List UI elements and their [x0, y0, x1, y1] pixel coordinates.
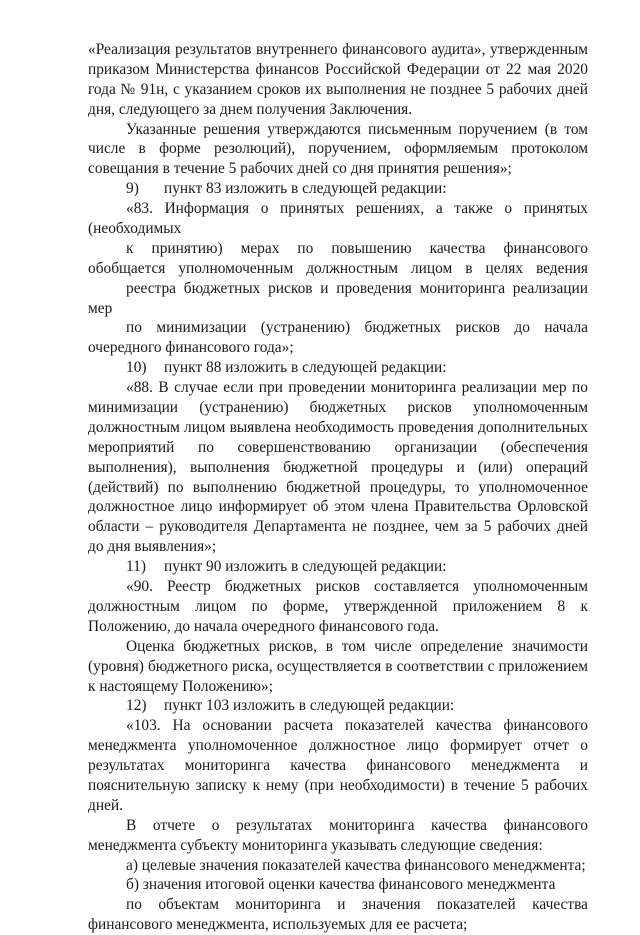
- text-line: числе в форме резолюций), поручением, оформляемым протоколом: [88, 140, 588, 158]
- list-item-line: [88, 557, 588, 577]
- text-line: б) значения итоговой оценки качества финансового менеджмента: [126, 876, 556, 894]
- text-line: финансового менеджмента, используемых для ее расчета;: [88, 916, 468, 934]
- text-line: Указанные решения утверждаются письменным поручением (в том: [126, 120, 588, 138]
- item-text: пункт 103 изложить в следующей редакции:: [164, 697, 455, 715]
- text-line: очередного финансового года»;: [88, 339, 294, 357]
- text-line: области – руководителя Департамента не позднее, чем за 5 рабочих дней: [88, 518, 588, 536]
- text-line: результатах мониторинга качества финансового менеджмента и: [88, 757, 588, 775]
- text-line: «90. Реестр бюджетных рисков составляется уполномоченным: [126, 578, 588, 596]
- text-line: должностным лицом по форме, утвержденной приложением 8 к: [88, 597, 588, 615]
- text-line: (действий) по выполнению бюджетной процедуры, то уполномоченное: [88, 478, 588, 496]
- item-number: 12): [126, 697, 147, 715]
- text-line: обобщается уполномоченным должностным лицом в целях ведения: [88, 259, 588, 277]
- text-line: пояснительную записку к нему (при необходимости) в течение 5 рабочих: [88, 776, 588, 794]
- text-line: года № 91н, с указанием сроков их выполнения не позднее 5 рабочих дней: [88, 80, 588, 98]
- text-line: (уровня) бюджетного риска, осуществляется в соответствии с приложением: [88, 657, 588, 675]
- text-line: выполнения), выполнения бюджетной процедуры и (или) операций: [88, 458, 588, 476]
- text-line: мер: [88, 299, 113, 317]
- text-line: мероприятий по совершенствованию организации (обеспечения: [88, 438, 588, 456]
- text-line: «88. В случае если при проведении мониторинга реализации мер по: [126, 379, 588, 397]
- text-line: до дня выявления»;: [88, 538, 217, 556]
- text-line: к принятию) мерах по повышению качества финансового: [126, 239, 588, 257]
- text-line: менеджмента субъекту мониторинга указывать следующие сведения:: [88, 836, 543, 854]
- document-body: [88, 40, 588, 935]
- text-line: по объектам мониторинга и значения показателей качества: [126, 896, 588, 914]
- text-line: а) целевые значения показателей качества финансового менеджмента;: [126, 856, 586, 874]
- text-line: «Реализация результатов внутреннего финансового аудита», утвержденным: [88, 41, 588, 58]
- text-line: «103. На основании расчета показателей качества финансового: [126, 717, 588, 735]
- text-line: по минимизации (устранению) бюджетных рисков до начала: [126, 319, 588, 337]
- text-line: реестра бюджетных рисков и проведения мониторинга реализации: [126, 279, 588, 297]
- text-line: (необходимых: [88, 220, 182, 238]
- text-line: В отчете о результатах мониторинга качества финансового: [126, 816, 588, 834]
- item-number: 9): [126, 180, 139, 198]
- item-number: 11): [126, 558, 146, 576]
- text-line: Оценка бюджетных рисков, в том числе определение значимости: [126, 637, 588, 655]
- text-line: дней.: [88, 796, 123, 814]
- list-item-line: [88, 179, 588, 199]
- list-item-line: [88, 358, 588, 378]
- item-text: пункт 88 изложить в следующей редакции:: [164, 359, 447, 377]
- text-line: должностное лицо информирует об этом члена Правительства Орловской: [88, 498, 588, 516]
- text-line: Положению, до начала очередного финансового года.: [88, 617, 439, 635]
- text-line: менеджмента уполномоченное должностное лицо формирует отчет о: [88, 737, 588, 755]
- text-line: к настоящему Положению»;: [88, 677, 273, 695]
- item-text: пункт 83 изложить в следующей редакции:: [164, 180, 447, 198]
- text-line: должностным лицом выявлена необходимость проведения дополнительных: [88, 418, 588, 436]
- text-line: «83. Информация о принятых решениях, а также о принятых: [126, 200, 588, 218]
- item-number: 10): [126, 359, 147, 377]
- text-line: дня, следующего за днем получения Заключения.: [88, 100, 413, 118]
- text-line: минимизации (устранению) бюджетных рисков уполномоченным: [88, 399, 588, 417]
- text-line: совещания в течение 5 рабочих дней со дня принятия решения»;: [88, 160, 512, 178]
- item-text: пункт 90 изложить в следующей редакции:: [164, 558, 447, 576]
- list-item-line: [88, 696, 588, 716]
- text-line: приказом Министерства финансов Российской Федерации от 22 мая 2020: [88, 60, 588, 78]
